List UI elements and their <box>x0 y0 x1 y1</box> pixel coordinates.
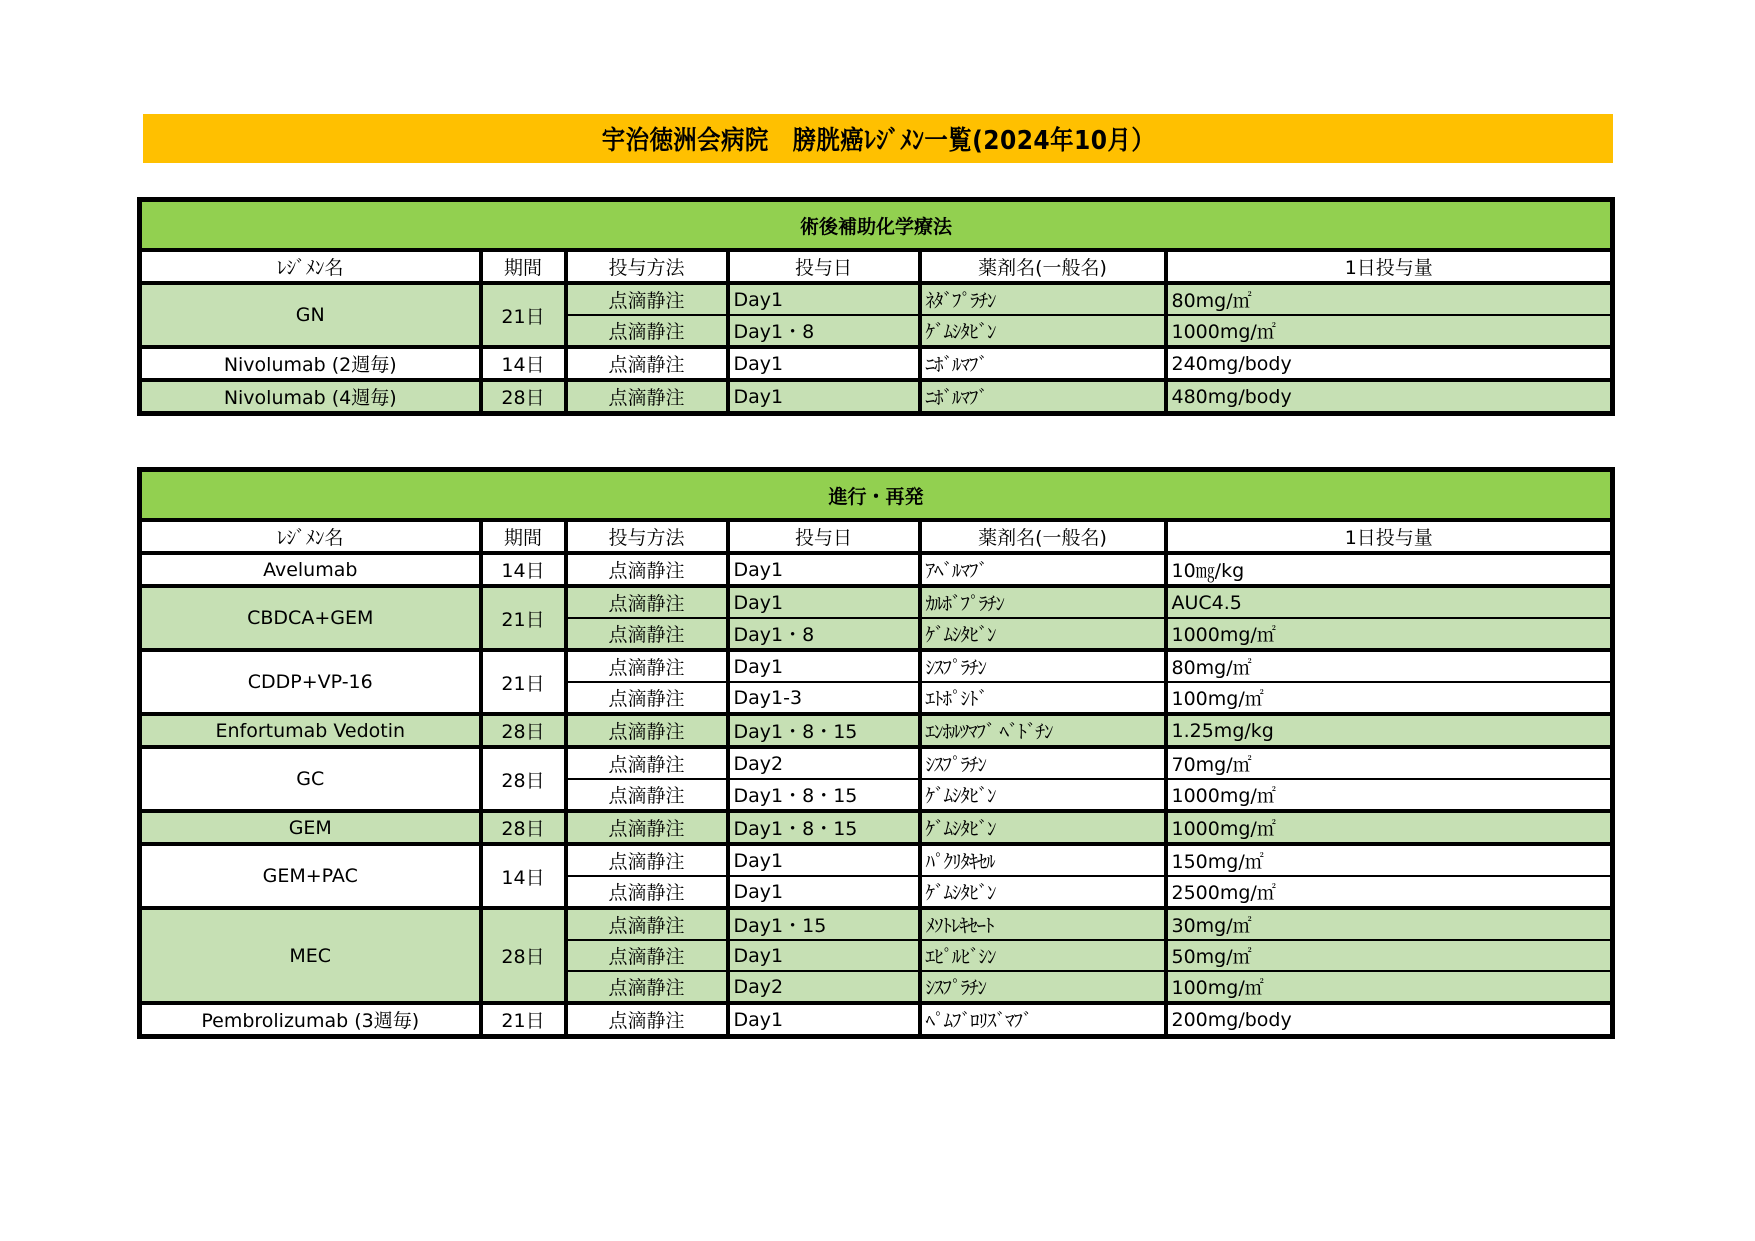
method-header: 投与方法 <box>566 250 728 283</box>
administration-day: Day1 <box>728 553 920 586</box>
section-title: 進行・再発 <box>140 470 1613 521</box>
regimen-period: 14日 <box>481 347 566 380</box>
document-title: 宇治徳洲会病院 膀胱癌ﾚｼﾞﾒﾝ一覧(2024年10月） <box>601 126 1155 156</box>
administration-day: Day1 <box>728 586 920 618</box>
daily-dose: AUC4.5 <box>1166 586 1613 618</box>
drug-generic-name: ﾈﾀﾞﾌﾟﾗﾁﾝ <box>920 283 1166 315</box>
daily-dose: 100mg/㎡ <box>1166 971 1613 1003</box>
drug-generic-name: ｹﾞﾑｼﾀﾋﾞﾝ <box>920 618 1166 650</box>
daily-dose: 80mg/㎡ <box>1166 283 1613 315</box>
administration-method: 点滴静注 <box>566 971 728 1003</box>
daily-dose: 30mg/㎡ <box>1166 908 1613 940</box>
drug-generic-name: ｼｽﾌﾟﾗﾁﾝ <box>920 971 1166 1003</box>
drug-generic-name: ﾒｿﾄﾚｷｾｰﾄ <box>920 908 1166 940</box>
administration-method: 点滴静注 <box>566 380 728 414</box>
drug-name-header: 薬剤名(一般名) <box>920 250 1166 283</box>
administration-method: 点滴静注 <box>566 876 728 908</box>
regimen-name: Enfortumab Vedotin <box>140 714 481 747</box>
drug-generic-name: ｴﾄﾎﾟｼﾄﾞ <box>920 682 1166 714</box>
drug-generic-name: ｶﾙﾎﾞﾌﾟﾗﾁﾝ <box>920 586 1166 618</box>
administration-method: 点滴静注 <box>566 682 728 714</box>
regimen-period: 21日 <box>481 650 566 714</box>
regimen-name: GC <box>140 747 481 811</box>
administration-day: Day1・15 <box>728 908 920 940</box>
administration-day: Day1 <box>728 283 920 315</box>
regimen-name-header: ﾚｼﾞﾒﾝ名 <box>140 520 481 553</box>
regimen-period: 28日 <box>481 811 566 844</box>
daily-dose-header: 1日投与量 <box>1166 250 1613 283</box>
regimen-drug-row <box>140 650 1613 682</box>
administration-method: 点滴静注 <box>566 779 728 811</box>
regimen-name: Nivolumab (4週毎) <box>140 380 481 414</box>
administration-method: 点滴静注 <box>566 586 728 618</box>
administration-method: 点滴静注 <box>566 315 728 347</box>
column-header-row <box>140 520 1613 553</box>
daily-dose: 50mg/㎡ <box>1166 940 1613 971</box>
regimen-name: Avelumab <box>140 553 481 586</box>
regimen-drug-row <box>140 811 1613 844</box>
regimen-name: CDDP+VP-16 <box>140 650 481 714</box>
administration-method: 点滴静注 <box>566 1003 728 1037</box>
regimen-drug-row <box>140 586 1613 618</box>
regimen-period: 14日 <box>481 844 566 908</box>
administration-method: 点滴静注 <box>566 650 728 682</box>
column-header-row <box>140 250 1613 283</box>
day-header: 投与日 <box>728 250 920 283</box>
regimen-name: GEM <box>140 811 481 844</box>
administration-method: 点滴静注 <box>566 844 728 876</box>
regimen-drug-row <box>140 908 1613 940</box>
regimen-name: GEM+PAC <box>140 844 481 908</box>
regimen-drug-row <box>140 714 1613 747</box>
regimen-name: Nivolumab (2週毎) <box>140 347 481 380</box>
regimen-period: 21日 <box>481 1003 566 1037</box>
daily-dose: 200mg/body <box>1166 1003 1613 1037</box>
administration-day: Day1・8・15 <box>728 779 920 811</box>
regimen-period: 14日 <box>481 553 566 586</box>
regimen-period: 28日 <box>481 908 566 1003</box>
regimen-name: CBDCA+GEM <box>140 586 481 650</box>
method-header: 投与方法 <box>566 520 728 553</box>
daily-dose: 10㎎/kg <box>1166 553 1613 586</box>
regimen-drug-row <box>140 747 1613 779</box>
drug-name-header: 薬剤名(一般名) <box>920 520 1166 553</box>
drug-generic-name: ｼｽﾌﾟﾗﾁﾝ <box>920 650 1166 682</box>
day-header: 投与日 <box>728 520 920 553</box>
daily-dose: 2500mg/㎡ <box>1166 876 1613 908</box>
administration-method: 点滴静注 <box>566 347 728 380</box>
administration-day: Day1 <box>728 940 920 971</box>
regimen-drug-row <box>140 347 1613 380</box>
administration-method: 点滴静注 <box>566 553 728 586</box>
daily-dose: 480mg/body <box>1166 380 1613 414</box>
regimen-drug-row <box>140 844 1613 876</box>
administration-method: 点滴静注 <box>566 811 728 844</box>
administration-day: Day1 <box>728 844 920 876</box>
administration-method: 点滴静注 <box>566 283 728 315</box>
administration-day: Day1・8・15 <box>728 811 920 844</box>
advanced-recurrent-regimen-table <box>137 467 1615 1039</box>
section-title: 術後補助化学療法 <box>140 200 1613 251</box>
administration-day: Day1・8 <box>728 618 920 650</box>
section-header-row <box>140 200 1613 251</box>
administration-method: 点滴静注 <box>566 940 728 971</box>
drug-generic-name: ｴﾝﾎﾙﾂﾏﾌﾞ ﾍﾞﾄﾞﾁﾝ <box>920 714 1166 747</box>
daily-dose: 1000mg/㎡ <box>1166 811 1613 844</box>
administration-day: Day1 <box>728 650 920 682</box>
regimen-period: 21日 <box>481 283 566 347</box>
daily-dose: 150mg/㎡ <box>1166 844 1613 876</box>
daily-dose: 100mg/㎡ <box>1166 682 1613 714</box>
drug-generic-name: ｴﾋﾟﾙﾋﾞｼﾝ <box>920 940 1166 971</box>
administration-day: Day1-3 <box>728 682 920 714</box>
regimen-drug-row <box>140 1003 1613 1037</box>
administration-day: Day1・8・15 <box>728 714 920 747</box>
regimen-period: 28日 <box>481 714 566 747</box>
regimen-name-header: ﾚｼﾞﾒﾝ名 <box>140 250 481 283</box>
period-header: 期間 <box>481 250 566 283</box>
daily-dose: 1000mg/㎡ <box>1166 315 1613 347</box>
drug-generic-name: ﾆﾎﾞﾙﾏﾌﾞ <box>920 347 1166 380</box>
regimen-name: Pembrolizumab (3週毎) <box>140 1003 481 1037</box>
adjuvant-regimen-table <box>137 197 1615 416</box>
drug-generic-name: ｱﾍﾞﾙﾏﾌﾞ <box>920 553 1166 586</box>
drug-generic-name: ﾊﾟｸﾘﾀｷｾﾙ <box>920 844 1166 876</box>
document-title-bar <box>143 114 1613 163</box>
administration-day: Day1・8 <box>728 315 920 347</box>
regimen-drug-row <box>140 283 1613 315</box>
drug-generic-name: ｹﾞﾑｼﾀﾋﾞﾝ <box>920 779 1166 811</box>
regimen-drug-row <box>140 380 1613 414</box>
period-header: 期間 <box>481 520 566 553</box>
daily-dose: 240mg/body <box>1166 347 1613 380</box>
drug-generic-name: ﾍﾟﾑﾌﾞﾛﾘｽﾞﾏﾌﾞ <box>920 1003 1166 1037</box>
drug-generic-name: ｹﾞﾑｼﾀﾋﾞﾝ <box>920 315 1166 347</box>
drug-generic-name: ｹﾞﾑｼﾀﾋﾞﾝ <box>920 876 1166 908</box>
administration-day: Day2 <box>728 971 920 1003</box>
section-header-row <box>140 470 1613 521</box>
drug-generic-name: ﾆﾎﾞﾙﾏﾌﾞ <box>920 380 1166 414</box>
administration-day: Day1 <box>728 876 920 908</box>
daily-dose: 80mg/㎡ <box>1166 650 1613 682</box>
regimen-period: 28日 <box>481 747 566 811</box>
drug-generic-name: ｹﾞﾑｼﾀﾋﾞﾝ <box>920 811 1166 844</box>
administration-method: 点滴静注 <box>566 747 728 779</box>
daily-dose: 1.25mg/kg <box>1166 714 1613 747</box>
regimen-period: 28日 <box>481 380 566 414</box>
administration-method: 点滴静注 <box>566 908 728 940</box>
daily-dose-header: 1日投与量 <box>1166 520 1613 553</box>
daily-dose: 1000mg/㎡ <box>1166 618 1613 650</box>
regimen-period: 21日 <box>481 586 566 650</box>
daily-dose: 1000mg/㎡ <box>1166 779 1613 811</box>
administration-day: Day1 <box>728 1003 920 1037</box>
administration-method: 点滴静注 <box>566 714 728 747</box>
administration-day: Day1 <box>728 347 920 380</box>
administration-day: Day2 <box>728 747 920 779</box>
administration-day: Day1 <box>728 380 920 414</box>
regimen-name: GN <box>140 283 481 347</box>
regimen-drug-row <box>140 553 1613 586</box>
drug-generic-name: ｼｽﾌﾟﾗﾁﾝ <box>920 747 1166 779</box>
administration-method: 点滴静注 <box>566 618 728 650</box>
daily-dose: 70mg/㎡ <box>1166 747 1613 779</box>
regimen-name: MEC <box>140 908 481 1003</box>
